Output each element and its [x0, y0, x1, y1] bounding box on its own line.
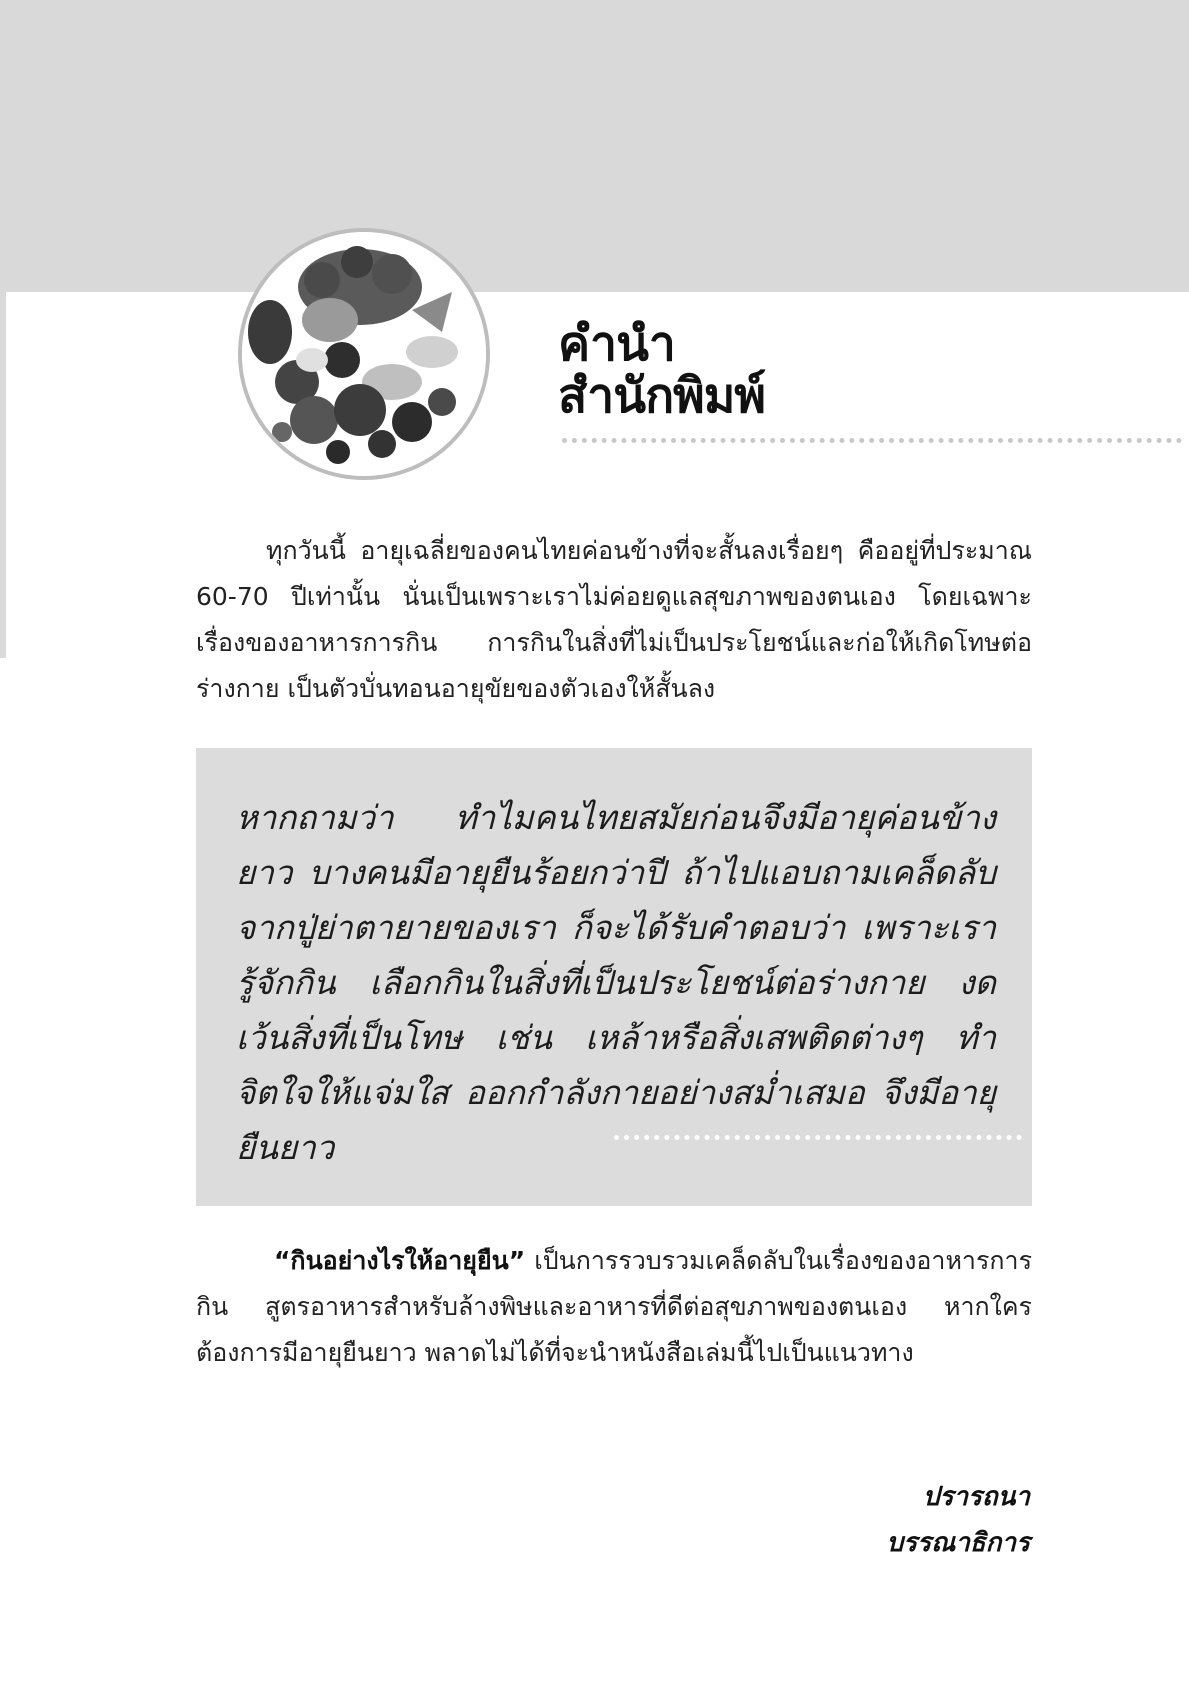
outro-section: [196, 1238, 1032, 1376]
title-line-1: คำนำ: [558, 316, 675, 372]
left-edge-band: [0, 228, 6, 658]
vegetables-illustration: [242, 232, 486, 476]
page-title: [558, 318, 765, 422]
header-band: [0, 0, 1189, 292]
title-line-2: สำนักพิมพ์: [558, 368, 766, 424]
intro-section: [196, 528, 1032, 712]
quote-dotted-rule: [614, 1135, 1022, 1145]
outro-paragraph: [196, 1238, 1032, 1376]
signature: [887, 1474, 1030, 1566]
intro-paragraph: ทุกวันนี้ อายุเฉลี่ยของคนไทยค่อนข้างที่จะสั้นลงเรื่อยๆ คืออยู่ที่ประมาณ 60-70 ปีเท่านั้น นั่นเป็นเพราะเราไม่ค่อยดูแลสุขภาพของตนเอง โดยเฉพาะเรื่องของอาหารการกิน การกินในสิ่งที่ไม่เป็นประโยชน์และก่อให้เกิดโทษต่อร่างกาย เป็นตัวบั่นทอนอายุขัยของตัวเองให้สั้นลง: [196, 536, 1032, 703]
quote-box: [196, 748, 1032, 1206]
outro-text: เป็นการรวบรวมเคล็ดลับในเรื่องของอาหารการกิน สูตรอาหารสำหรับล้างพิษและอาหารที่ดีต่อสุขภาพของตนเอง หากใครต้องการมีอายุยืนยาว พลาดไม่ได้ที่จะนำหนังสือเล่มนี้ไปเป็นแนวทาง: [196, 1246, 1032, 1367]
signature-role: บรรณาธิการ: [886, 1528, 1030, 1558]
book-title: “กินอย่างไรให้อายุยืน”: [274, 1246, 526, 1275]
signature-name: ปรารถนา: [922, 1482, 1030, 1512]
vegetables-photo: [238, 228, 490, 480]
quote-text: หากถามว่า ทำไมคนไทยสมัยก่อนจึงมีอายุค่อนข้างยาว บางคนมีอายุยืนร้อยกว่าปี ถ้าไปแอบถามเคล็ดลับจากปู่ย่าตายายของเรา ก็จะได้รับคำตอบว่า เพราะเรารู้จักกิน เลือกกินในสิ่งที่เป็นประโยชน์ต่อร่างกาย งดเว้นสิ่งที่เป็นโทษ เช่น เหล้าหรือสิ่งเสพติดต่างๆ ทำจิตใจให้แจ่มใส ออกกำลังกายอย่างสม่ำเสมอ จึงมีอายุยืนยาว: [236, 798, 996, 1167]
title-dotted-rule: [562, 438, 1182, 449]
